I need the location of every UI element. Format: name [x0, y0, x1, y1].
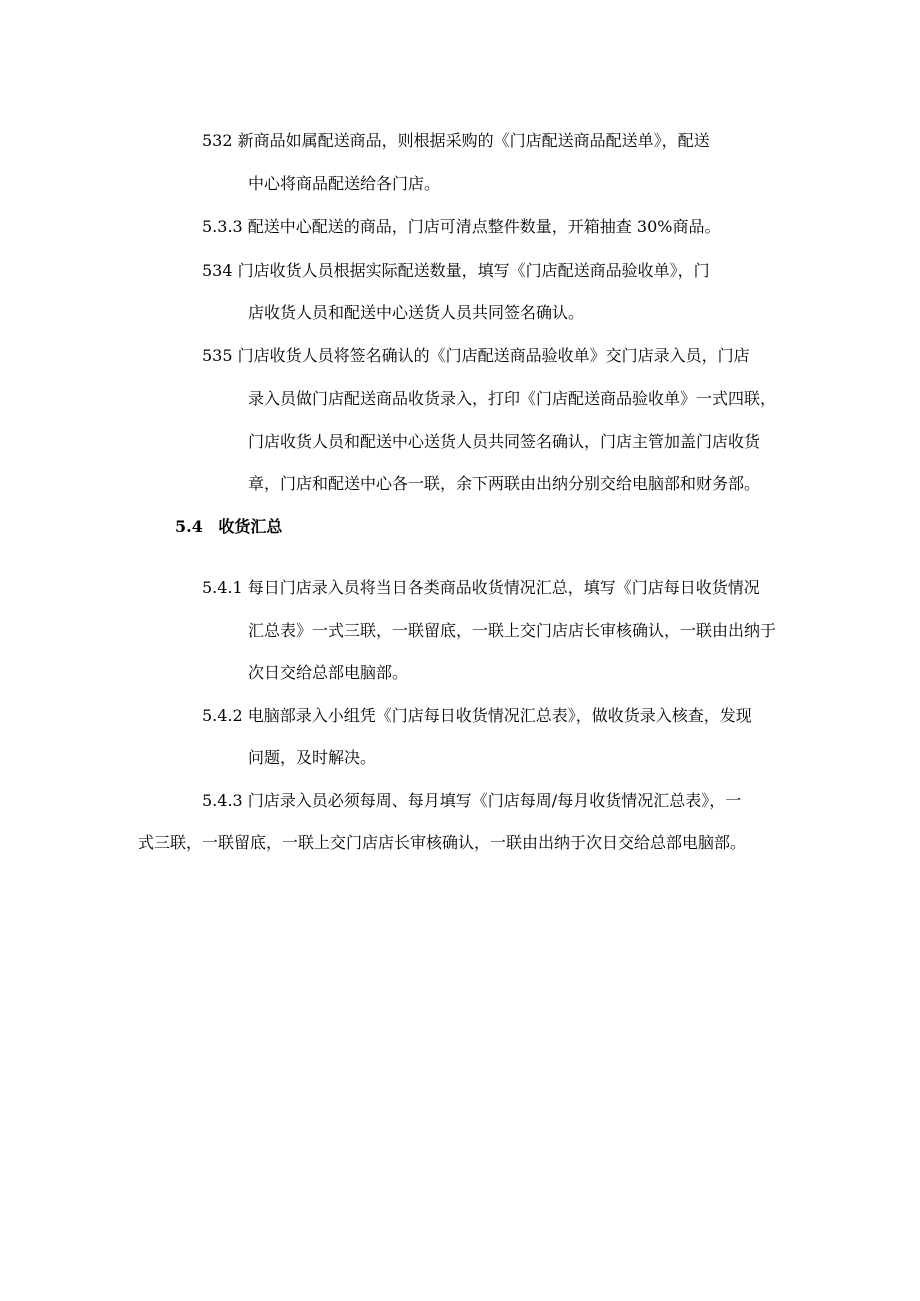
- paragraph-542-line-1: 5.4.2 电脑部录入小组凭《门店每日收货情况汇总表》，做收货录入核查，发现: [202, 706, 752, 725]
- paragraph-535-line-1: 535 门店收货人员将签名确认的《门店配送商品验收单》交门店录入员，门店: [202, 346, 750, 365]
- paragraph-532-line-2: 中心将商品配送给各门店。: [248, 174, 441, 193]
- paragraph-542-line-2: 问题，及时解决。: [248, 748, 377, 767]
- paragraph-534-line-2: 店收货人员和配送中心送货人员共同签名确认。: [248, 303, 585, 322]
- paragraph-535-line-4: 章，门店和配送中心各一联，余下两联由出纳分别交给电脑部和财务部。: [248, 474, 761, 493]
- section-heading-title: 收货汇总: [218, 517, 283, 536]
- paragraph-535-line-2: 录入员做门店配送商品收货录入，打印《门店配送商品验收单》一式四联，: [248, 389, 777, 408]
- paragraph-543-line-1: 5.4.3 门店录入员必须每周、每月填写《门店每周/每月收货情况汇总表》，一: [202, 791, 742, 810]
- paragraph-535-line-3: 门店收货人员和配送中心送货人员共同签名确认，门店主管加盖门店收货: [248, 432, 761, 451]
- paragraph-534-line-1: 534 门店收货人员根据实际配送数量，填写《门店配送商品验收单》，门: [202, 261, 710, 280]
- paragraph-541-line-2: 汇总表》一式三联，一联留底，一联上交门店店长审核确认，一联由出纳于: [248, 621, 777, 640]
- section-heading-5-4: [175, 517, 282, 537]
- paragraph-543-line-2: 式三联，一联留底，一联上交门店店长审核确认，一联由出纳于次日交给总部电脑部。: [138, 833, 747, 852]
- paragraph-541-line-3: 次日交给总部电脑部。: [248, 663, 409, 682]
- paragraph-541-line-1: 5.4.1 每日门店录入员将当日各类商品收货情况汇总，填写《门店每日收货情况: [202, 578, 760, 597]
- paragraph-532-line-1: 532 新商品如属配送商品，则根据采购的《门店配送商品配送单》，配送: [202, 131, 710, 150]
- paragraph-533-line-1: 5.3.3 配送中心配送的商品，门店可清点整件数量，开箱抽查 30%商品。: [202, 217, 721, 236]
- section-heading-number: 5.4: [175, 517, 203, 536]
